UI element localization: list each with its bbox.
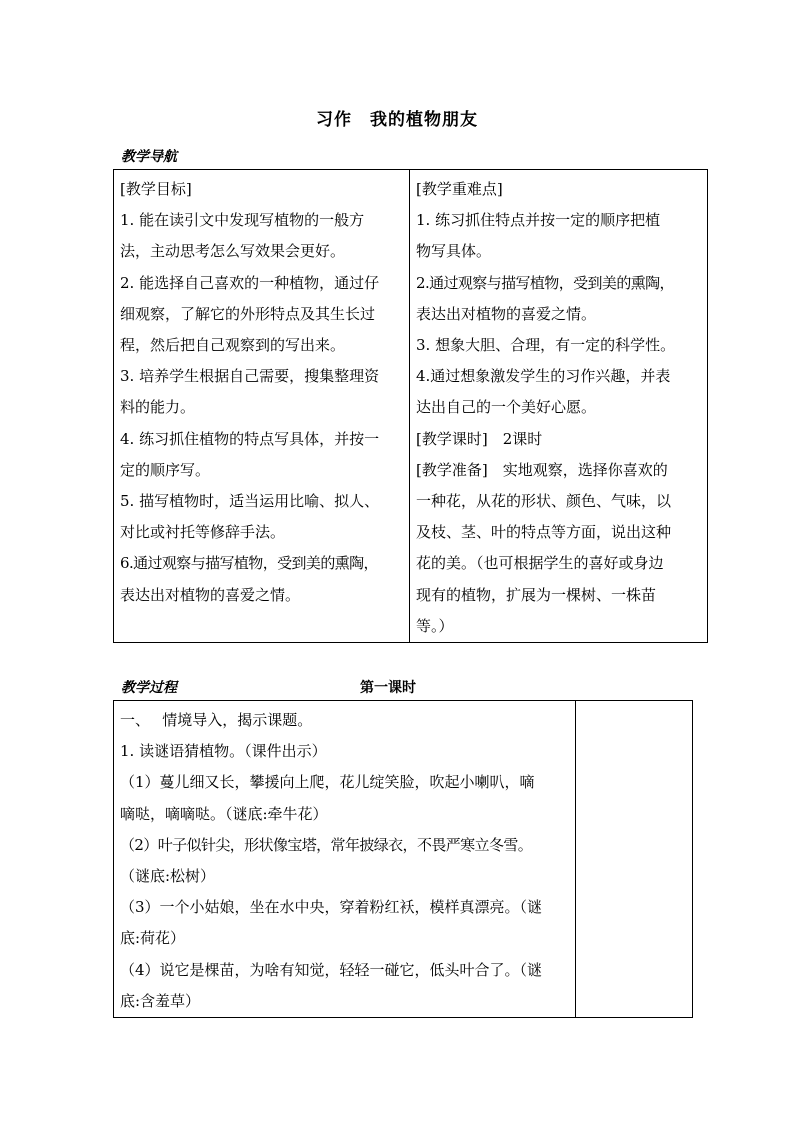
preparation-line: 现有的植物，扩展为一棵树、一株苗 [416, 585, 657, 604]
page-title: 习作 我的植物朋友 [316, 110, 478, 130]
goal-line: 定的顺序写。 [120, 460, 211, 479]
goal-line: 对比或衬托等修辞手法。 [120, 523, 286, 542]
key-point-line: 4.通过想象激发学生的习作兴趣，并表 [416, 367, 671, 386]
riddle-line: （4）说它是棵苗，为啥有知觉，轻轻一碰它，低头叶合了。（谜 [120, 960, 543, 979]
riddle-line: （2）叶子似针尖，形状像宝塔，常年披绿衣，不畏严寒立冬雪。 [120, 835, 533, 854]
key-points-cell [410, 170, 708, 643]
riddle-line: 嘀哒，嘀嘀哒。（谜底:牵牛花） [120, 804, 328, 823]
preparation-line: 及枝、茎、叶的特点等方面，说出这种 [416, 523, 672, 542]
riddle-line: （3）一个小姑娘，坐在水中央，穿着粉红袄，模样真漂亮。（谜 [120, 898, 543, 917]
riddle-line: 底:含羞草） [120, 991, 201, 1010]
process-content-cell [114, 701, 576, 1018]
key-point-line: 1. 练习抓住特点并按一定的顺序把植 [416, 211, 661, 230]
key-point-line: 表达出对植物的喜爱之情。 [416, 304, 597, 323]
preparation-line: [教学准备] 实地观察，选择你喜欢的 [416, 460, 668, 479]
teaching-goals-cell [114, 170, 410, 643]
riddle-line: 底:荷花） [120, 929, 186, 948]
goal-line: 表达出对植物的喜爱之情。 [120, 585, 301, 604]
teaching-guide-label: 教学导航 [121, 149, 177, 165]
teaching-process-label: 教学过程 [121, 680, 177, 696]
riddle-line: （1）蔓儿细又长，攀援向上爬，花儿绽笑脸，吹起小喇叭，嘀 [120, 773, 535, 792]
first-lesson-label: 第一课时 [360, 680, 416, 696]
notes-cell [576, 701, 693, 1018]
goal-line: 法，主动思考怎么写效果会更好。 [120, 242, 346, 261]
teaching-guide-table [113, 169, 708, 643]
lesson-hours-line: [教学课时] 2课时 [416, 429, 543, 448]
goal-line: 6.通过观察与描写植物，受到美的熏陶， [120, 554, 378, 573]
key-points-heading: [教学重难点] [416, 180, 503, 198]
preparation-line: 等。） [416, 616, 454, 635]
key-point-line: 3. 想象大胆、合理，有一定的科学性。 [416, 336, 676, 355]
preparation-line: 花的美。（也可根据学生的喜好或身边 [416, 554, 664, 573]
goal-line: 3. 培养学生根据自己需要，搜集整理资 [120, 367, 380, 386]
process-line: 1. 读谜语猜植物。（课件出示） [120, 742, 327, 761]
key-point-line: 物写具体。 [416, 242, 492, 261]
goal-line: 2. 能选择自己喜欢的一种植物，通过仔 [120, 273, 380, 292]
goal-line: 4. 练习抓住植物的特点写具体，并按一 [120, 429, 380, 448]
goal-line: 细观察，了解它的外形特点及其生长过 [120, 304, 376, 323]
preparation-line: 一种花，从花的形状、颜色、气味，以 [416, 492, 672, 511]
goal-line: 料的能力。 [120, 398, 196, 417]
riddle-line: （谜底:松树） [120, 867, 216, 886]
goal-line: 5. 描写植物时，适当运用比喻、拟人、 [120, 492, 380, 511]
teaching-goals-heading: [教学目标] [120, 180, 192, 198]
teaching-process-table [113, 700, 693, 1018]
process-line: 一、 情境导入，揭示课题。 [120, 711, 313, 729]
key-point-line: 2.通过观察与描写植物，受到美的熏陶， [416, 273, 674, 292]
goal-line: 程，然后把自己观察到的写出来。 [120, 336, 346, 355]
key-point-line: 达出自己的一个美好心愿。 [416, 398, 597, 417]
goal-line: 1. 能在读引文中发现写植物的一般方 [120, 211, 365, 230]
